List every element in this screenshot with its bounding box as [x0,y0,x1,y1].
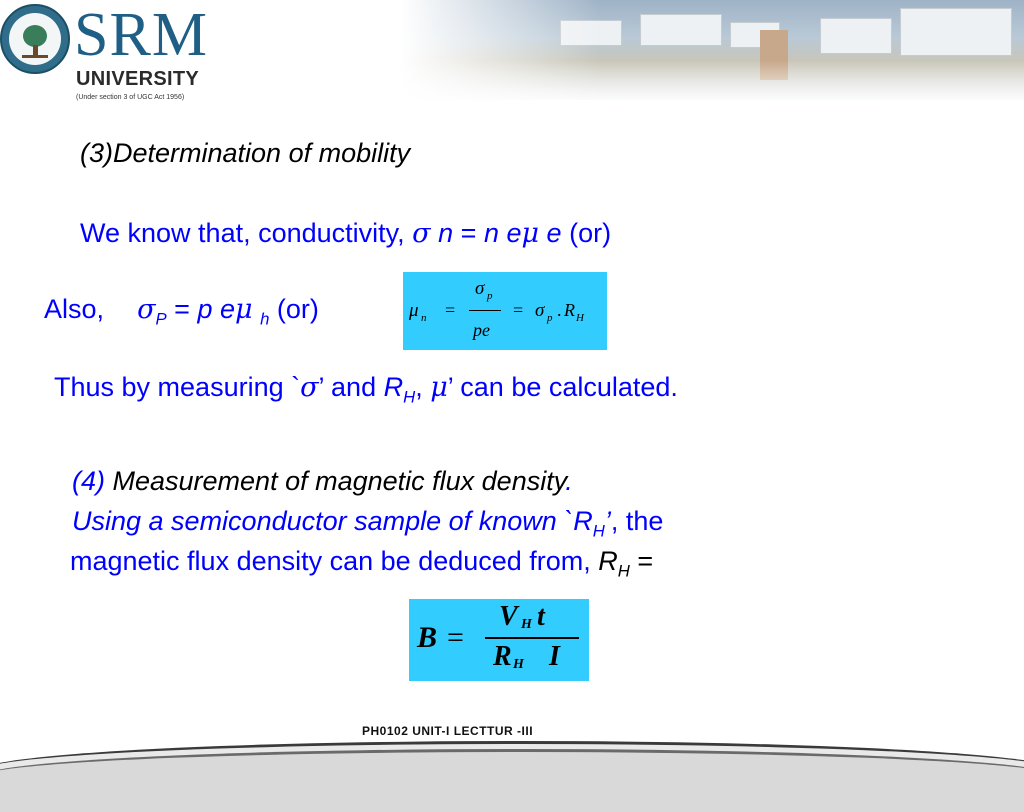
mu-symbol: μ [235,294,253,325]
flux-num-t: t [537,601,545,632]
line3-eq: = [629,546,654,576]
footer-label: PH0102 UNIT-I LECTTUR -III [362,724,534,738]
sigma-symbol: σ [300,372,319,403]
thus-comma: , [415,372,431,402]
thus-and: ’ and [318,372,384,402]
section4-title-dot: . [565,466,573,496]
university-seal-logo [0,4,70,74]
flux-num-H: H [521,617,532,632]
thus-line [54,372,678,407]
section4-title: Measurement of magnetic flux density [105,466,566,496]
eq-equals-2: = [513,300,524,320]
mu-symbol: μ [430,372,448,403]
conductivity-line [80,218,611,249]
line2-suffix: , the [610,506,664,536]
section4-number: (4) [72,466,105,496]
eq-mu-sub: n [421,312,427,324]
sigma-symbol: σ [137,294,156,325]
eq-rhs-dot: . [557,300,562,320]
eq-rhs-R: R [564,300,575,320]
mu-subscript: h [260,309,270,329]
footer-swoosh-inner [0,749,1024,812]
thus-suffix: ’ can be calculated. [447,372,678,402]
logo-university: UNIVERSITY [76,68,200,90]
also-rhs: p e [197,294,235,324]
logo-subtitle: (Under section 3 of UGC Act 1956) [76,94,185,101]
section4-line2 [72,506,663,541]
thus-prefix: Thus by measuring ` [54,372,301,402]
sigma-subscript: P [155,309,167,329]
sigma-symbol: σ [412,218,431,249]
section3-heading: (3)Determination of mobility [80,138,411,168]
equals-sign: = [453,218,484,248]
line2-prefix: Using a semiconductor sample of known `R [72,506,593,536]
flux-den-R: R [493,641,512,672]
slide-header [0,0,1024,112]
conductivity-prefix: We know that, conductivity, [80,218,405,248]
line3-R: R [598,546,618,576]
mu-symbol: μ [521,218,540,249]
thus-R: R [383,372,404,402]
section4-heading [72,466,573,497]
flux-lhs: B [417,621,438,654]
line3-text: magnetic flux density can be deduced from, [70,546,599,576]
also-or: (or) [276,294,319,324]
eq-rhs-sub: p [547,312,553,324]
equals-sign: = [166,294,198,324]
eq-fraction-bar [469,310,501,311]
conductivity-or: (or) [569,218,612,248]
line2-H: H [592,521,605,541]
flux-equals: = [447,621,464,654]
line3-H: H [617,561,630,581]
eq-rhs-sigma: σ [535,300,545,321]
thus-H: H [403,387,416,407]
eq-mu: μ [409,300,419,321]
flux-equation-box [409,599,589,681]
eq-rhs-H: H [576,312,584,324]
also-label: Also, [44,294,105,324]
mobility-equation-box [403,272,607,350]
flux-fraction-bar [485,637,579,639]
also-line [44,294,319,329]
eq-den: pe [473,320,490,340]
conductivity-e: e [539,218,562,248]
flux-den-H: H [513,657,524,672]
line2-quote: ’ [604,506,611,536]
conductivity-n: n [438,218,454,248]
eq-equals-1: = [445,300,456,320]
flux-den-I: I [549,641,560,672]
conductivity-rhs: n e [483,218,522,248]
eq-num-sub: p [487,290,493,302]
flux-num-V: V [499,601,518,632]
logo-name: SRM [74,1,208,69]
section4-line3 [70,546,653,581]
eq-num-sigma: σ [475,278,485,299]
